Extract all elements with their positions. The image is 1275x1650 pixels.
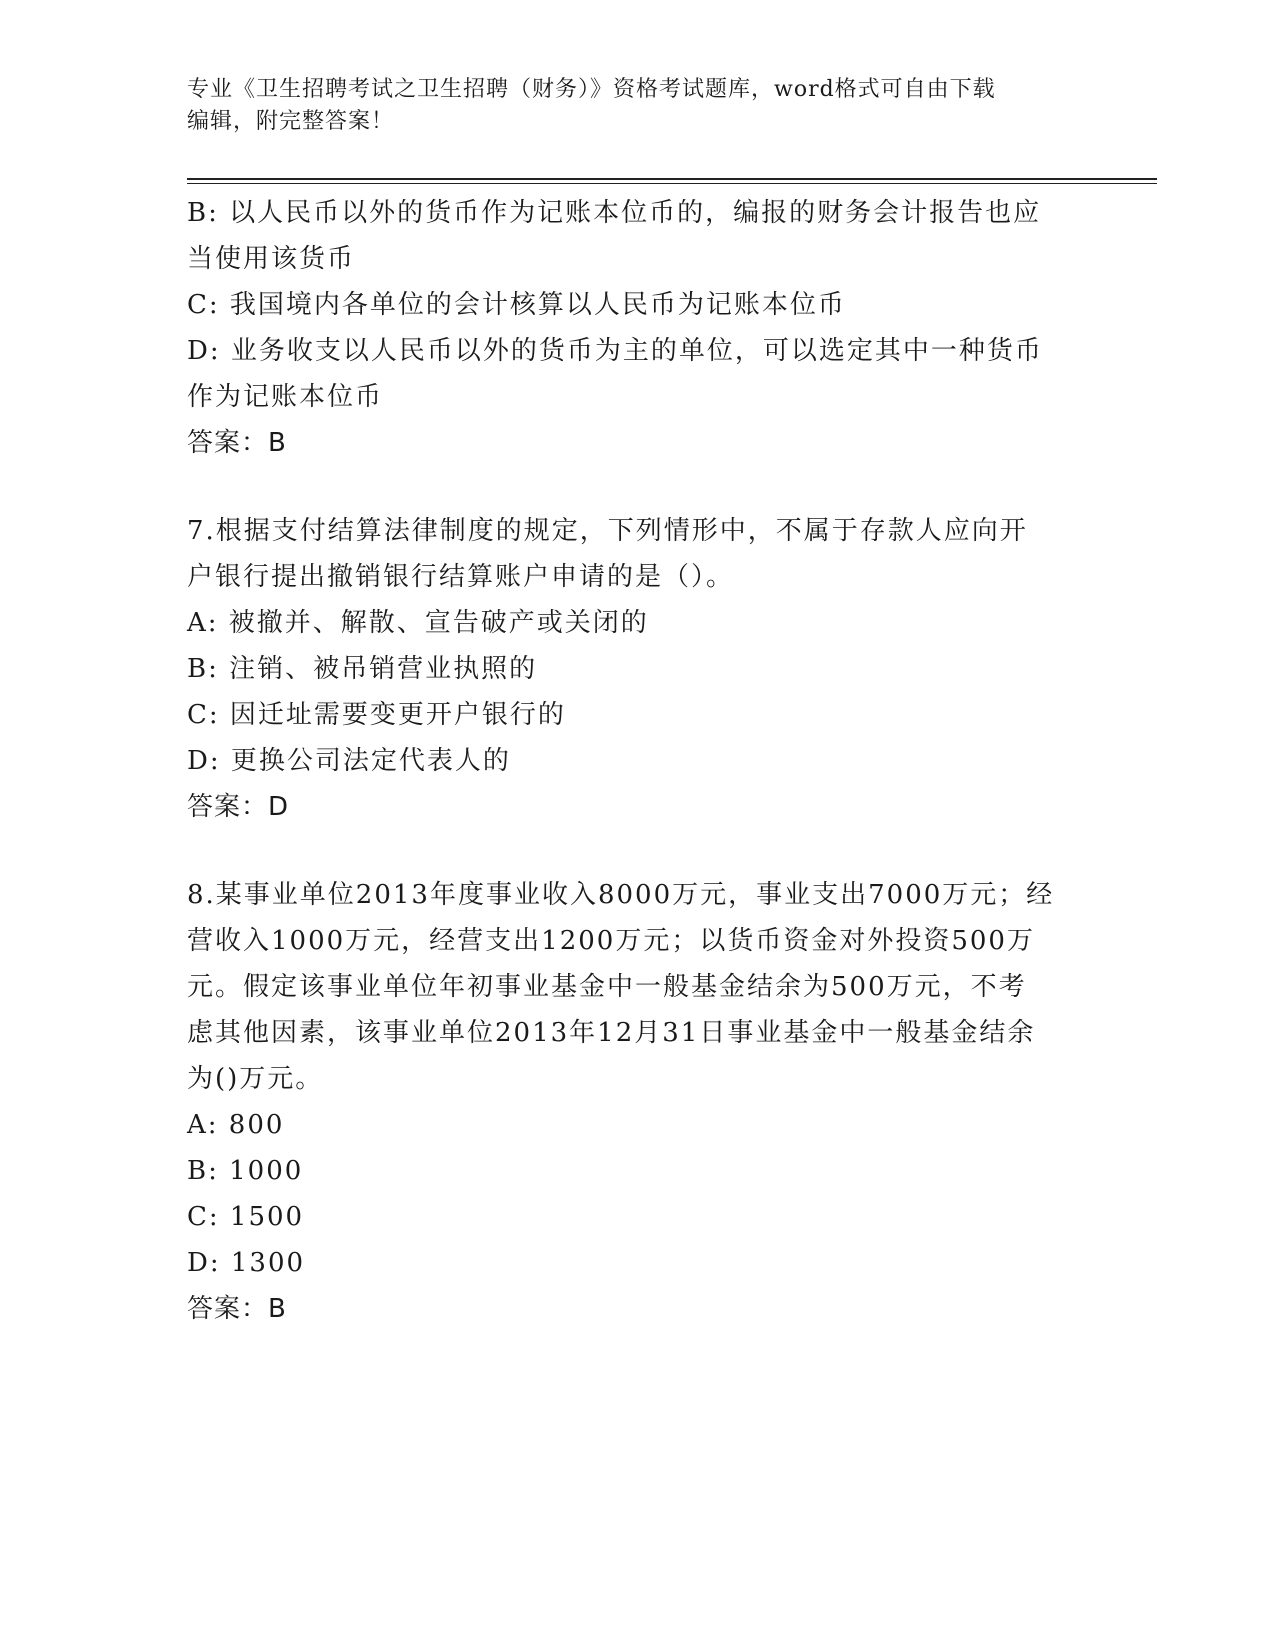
spacer	[187, 466, 1087, 508]
q8-option-a: A: 800	[187, 1110, 285, 1140]
document-body	[187, 190, 1087, 1332]
q7-option-b: B: 注销、被吊销营业执照的	[187, 654, 538, 684]
question-7	[187, 508, 1087, 830]
header-line-2: 编辑，附完整答案！	[187, 109, 395, 134]
q6-option-b-line-2: 当使用该货币	[187, 244, 356, 274]
q8-question-line-5: 为()万元。	[187, 1064, 324, 1094]
q7-answer: 答案：D	[187, 792, 290, 822]
q7-option-d: D: 更换公司法定代表人的	[187, 746, 511, 776]
q8-option-d: D: 1300	[187, 1248, 306, 1278]
header-rule-thick	[187, 178, 1157, 180]
q7-option-c: C: 因迁址需要变更开户银行的	[187, 700, 566, 730]
header-line-1: 专业《卫生招聘考试之卫生招聘（财务）》资格考试题库，word格式可自由下载	[187, 77, 996, 102]
q8-option-b: B: 1000	[187, 1156, 304, 1186]
q7-option-a: A: 被撤并、解散、宣告破产或关闭的	[187, 608, 649, 638]
question-8	[187, 872, 1087, 1332]
header-rule-thin	[187, 183, 1157, 184]
q6-option-b-line-1: B: 以人民币以外的货币作为记账本位币的，编报的财务会计报告也应	[187, 198, 1042, 228]
q6-option-c: C: 我国境内各单位的会计核算以人民币为记账本位币	[187, 290, 846, 320]
q6-answer: 答案：B	[187, 428, 287, 458]
q7-question-line-2: 户银行提出撤销银行结算账户申请的是（）。	[187, 562, 735, 592]
document-header	[187, 74, 1087, 138]
q7-question-line-1: 7.根据支付结算法律制度的规定，下列情形中，不属于存款人应向开	[187, 516, 1028, 546]
q8-question-line-3: 元。假定该事业单位年初事业基金中一般基金结余为500万元，不考	[187, 972, 1027, 1002]
q8-question-line-4: 虑其他因素，该事业单位2013年12月31日事业基金中一般基金结余	[187, 1018, 1036, 1048]
spacer	[187, 830, 1087, 872]
q8-question-line-2: 营收入1000万元，经营支出1200万元；以货币资金对外投资500万	[187, 926, 1035, 956]
q8-answer: 答案：B	[187, 1294, 287, 1324]
q8-question-line-1: 8.某事业单位2013年度事业收入8000万元，事业支出7000万元；经	[187, 880, 1055, 910]
q6-option-d-line-2: 作为记账本位币	[187, 382, 384, 412]
q8-option-c: C: 1500	[187, 1202, 305, 1232]
question-6-continued	[187, 190, 1087, 466]
q6-option-d-line-1: D: 业务收支以人民币以外的货币为主的单位，可以选定其中一种货币	[187, 336, 1043, 366]
